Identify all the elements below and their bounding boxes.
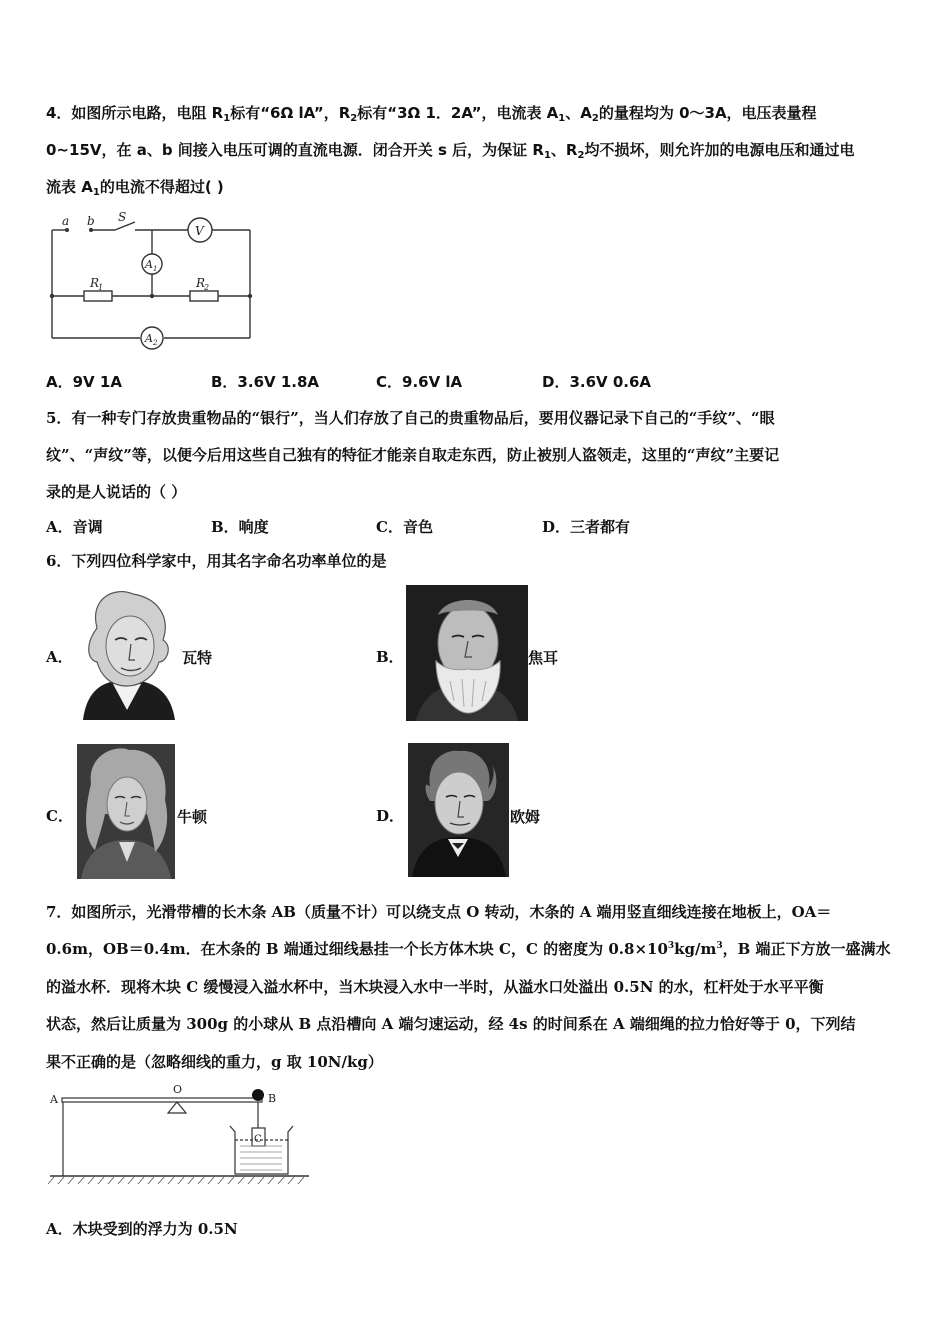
portrait-joule (406, 585, 528, 721)
q4-sub: 1 (558, 113, 566, 124)
q6-option-c-name: 牛顿 (177, 808, 208, 826)
q6-option-d-letter: D． (376, 807, 405, 825)
resistor-r1-sub: 1 (98, 283, 104, 292)
lever-label-o: O (173, 1083, 183, 1096)
q7-text: kg/m (674, 940, 717, 958)
portrait-watt (75, 588, 180, 720)
q5-line-2: 纹”、“声纹”等，以便今后用这些自己独有的特征才能亲自取走东西，防止被别人盗领走，这里的“声纹”主要记 (46, 446, 780, 464)
q6-option-a-letter: A． (46, 648, 73, 666)
q4-sub: 1 (92, 187, 100, 198)
q7-text: ，B 端正下方放一盛满水 (722, 940, 891, 958)
q7-line-4: 状态，然后让质量为 300g 的小球从 B 点沿槽向 A 端匀速运动，经 4s 的时间系在 A 端细绳的拉力恰好等于 0，下列结 (46, 1015, 856, 1033)
voltmeter-label: V (195, 224, 204, 238)
ammeter-a1-label: A (145, 258, 153, 271)
q4-text: 4．如图所示电路，电阻 R (46, 104, 224, 122)
q6-option-b-letter: B． (376, 648, 404, 666)
q4-text: 0~15V，在 a、b 间接入电压可调的直流电源．闭合开关 s 后，为保证 R (46, 141, 544, 159)
q4-line-3 (46, 177, 224, 197)
q4-sub: 2 (591, 113, 599, 124)
q6-option-b-name: 焦耳 (528, 649, 559, 667)
q7-text: 0.6m，OB＝0.4m．在木条的 B 端通过细线悬挂一个长方体木块 C，C 的密度为 0.8×10 (46, 940, 668, 958)
resistor-r1-label: R (90, 276, 100, 290)
q4-text: 的电流不得超过( ) (99, 178, 224, 196)
q4-text: 、R (550, 141, 578, 159)
q4-sub: 2 (350, 113, 358, 124)
q6-stem: 6．下列四位科学家中，用其名字命名功率单位的是 (46, 552, 387, 570)
switch-label: S (118, 210, 127, 224)
q4-text: 的量程均为 0～3A，电压表量程 (598, 104, 817, 122)
portrait-ohm (408, 743, 509, 877)
q7-line-1: 7．如图所示，光滑带槽的长木条 AB（质量不计）可以绕支点 O 转动，木条的 A 端用竖直细线连接在地板上，OA＝ (46, 903, 832, 921)
ammeter-a2-sub: 2 (153, 339, 158, 347)
terminal-a-label: a (62, 214, 70, 228)
q4-sub: 2 (577, 150, 585, 161)
q4-text: 标有“3Ω 1．2A”，电流表 A (357, 104, 559, 122)
q5-option-a: A．音调 (46, 518, 103, 536)
q7-line-2 (46, 939, 891, 959)
q5-option-d: D．三者都有 (542, 518, 631, 536)
q7-sup: 3 (667, 941, 675, 951)
q4-text: 标有“6Ω lA”，R (230, 104, 351, 122)
resistor-r2-sub: 2 (204, 283, 210, 292)
ammeter-a2-label: A (145, 332, 153, 345)
q4-line-2 (46, 140, 854, 160)
q7-option-a: A．木块受到的浮力为 0.5N (46, 1220, 238, 1238)
q5-line-3: 录的是人说话的（ ） (46, 483, 187, 501)
q4-text: 流表 A (46, 178, 93, 196)
q4-sub: 1 (543, 150, 551, 161)
q6-option-c-letter: C． (46, 807, 73, 825)
q4-option-a: A．9V 1A (46, 373, 122, 391)
lever-diagram (44, 1080, 319, 1190)
portrait-newton (77, 744, 175, 879)
q6-option-a-name: 瓦特 (182, 649, 213, 667)
q4-sub: 1 (223, 113, 231, 124)
q7-line-5: 果不正确的是（忽略细线的重力，g 取 10N/kg） (46, 1053, 383, 1071)
q4-option-b: B．3.6V 1.8A (211, 373, 320, 391)
lever-label-b: B (268, 1092, 277, 1105)
q5-option-b: B．响度 (211, 518, 269, 536)
q7-sup: 3 (716, 941, 723, 951)
q4-line-1 (46, 103, 817, 123)
terminal-b-label: b (87, 214, 95, 228)
q4-text: 均不损坏，则允许加的电源电压和通过电 (584, 141, 855, 159)
q5-option-c: C．音色 (376, 518, 433, 536)
q6-option-d-name: 欧姆 (510, 808, 541, 826)
lever-label-a: A (50, 1093, 58, 1106)
q4-option-c: C．9.6V lA (376, 373, 463, 391)
lever-label-c: C (254, 1134, 262, 1145)
resistor-r2-label: R (196, 276, 206, 290)
q7-line-3: 的溢水杯．现将木块 C 缓慢浸入溢水杯中，当木块浸入水中一半时，从溢水口处溢出 0.5N 的水，杠杆处于水平平衡 (46, 978, 824, 996)
circuit-diagram (40, 210, 265, 350)
ammeter-a1-sub: 1 (153, 265, 158, 273)
q4-option-d: D．3.6V 0.6A (542, 373, 652, 391)
q4-text: 、A (565, 104, 592, 122)
q5-line-1: 5．有一种专门存放贵重物品的“银行”，当人们存放了自己的贵重物品后，要用仪器记录下自己的“手纹”、“眼 (46, 409, 775, 427)
